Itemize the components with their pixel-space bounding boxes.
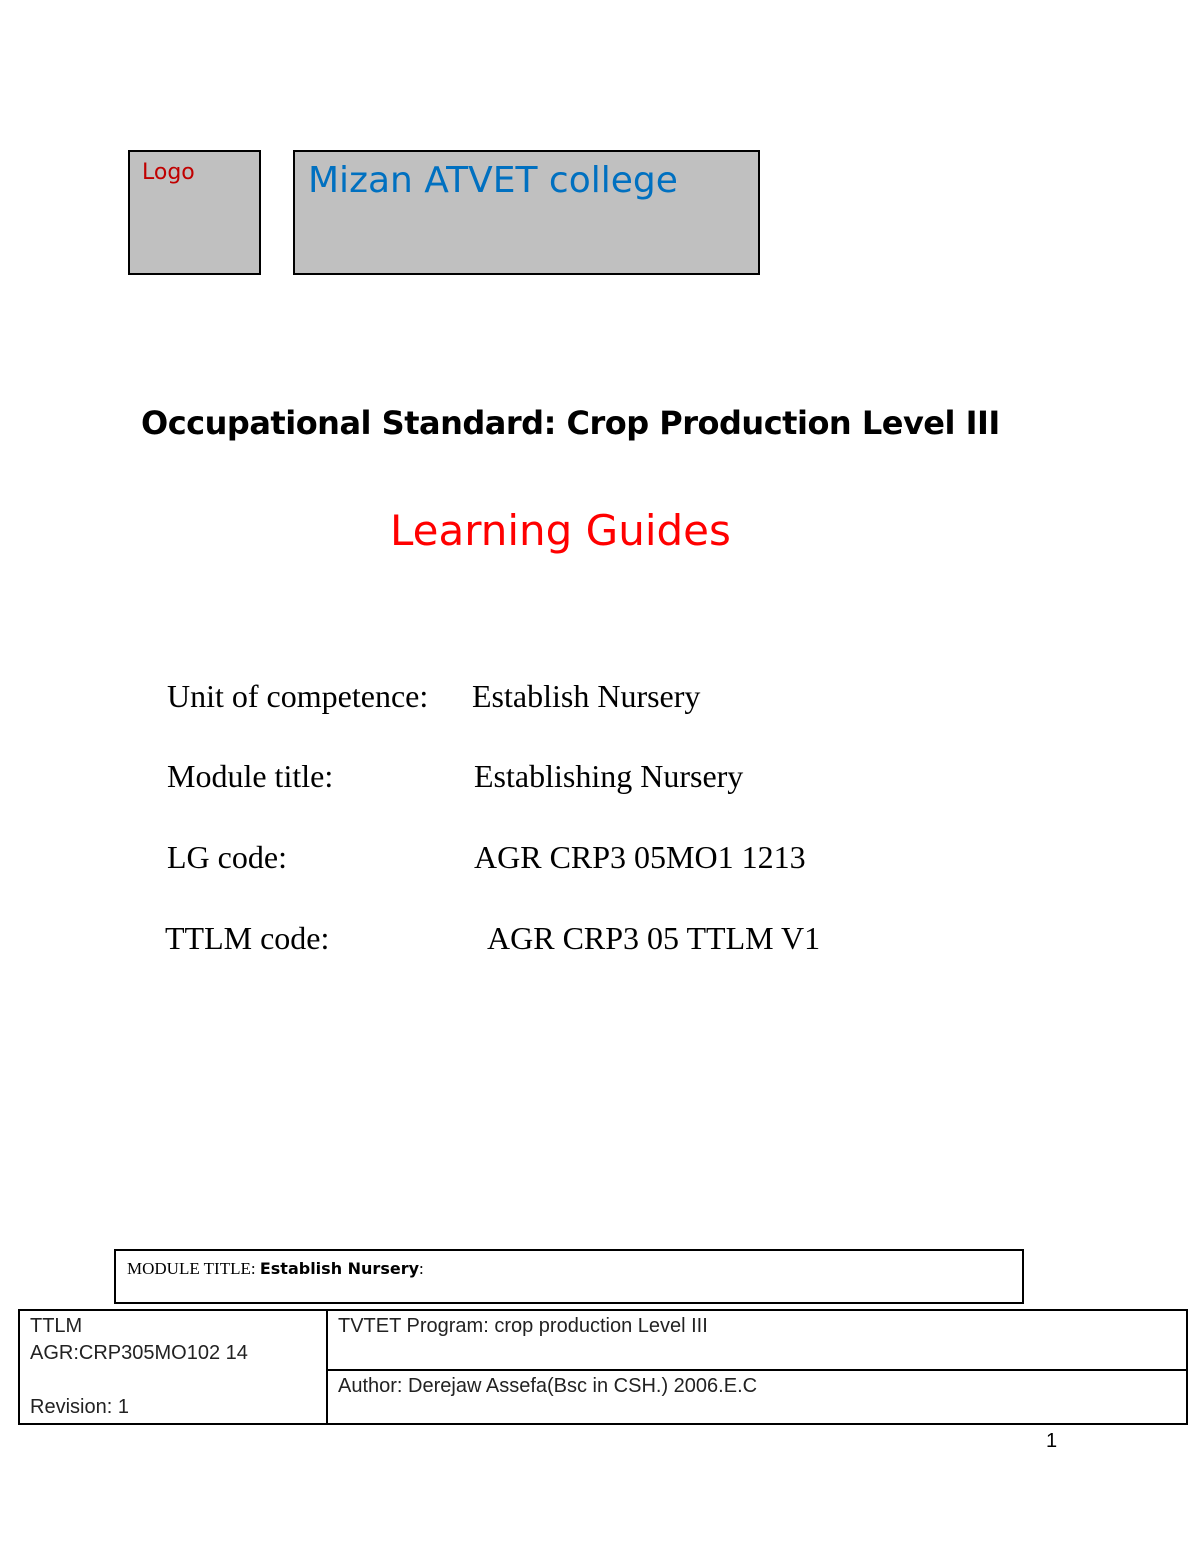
footer-revision: Revision: 1 (30, 1396, 129, 1418)
footer-ttlm-code: AGR:CRP305MO102 14 (30, 1342, 248, 1364)
footer-program-cell (328, 1311, 1186, 1371)
ttlm-code-label: TTLM code: (165, 920, 330, 956)
logo-placeholder (128, 150, 261, 275)
ttlm-code-value: AGR CRP3 05 TTLM V1 (487, 920, 821, 956)
module-title-line (127, 1259, 424, 1279)
module-title-name: Establish Nursery (259, 1259, 420, 1278)
lg-code-value: AGR CRP3 05MO1 1213 (474, 839, 806, 875)
module-title-label: Module title: (167, 758, 334, 794)
module-title-suffix: : (419, 1259, 424, 1278)
college-name-box (293, 150, 760, 275)
module-title-prefix: MODULE TITLE: (127, 1259, 260, 1278)
module-title-box (114, 1249, 1024, 1304)
college-name: Mizan ATVET college (308, 160, 678, 201)
unit-of-competence-label: Unit of competence: (167, 678, 429, 714)
unit-of-competence-value: Establish Nursery (472, 678, 701, 714)
footer-ttlm-label: TTLM (30, 1315, 83, 1337)
footer-ttlm-cell (20, 1311, 328, 1423)
occupational-standard-heading: Occupational Standard: Crop Production Level III (141, 404, 1000, 442)
footer-author-cell (328, 1369, 1186, 1423)
footer-author: Author: Derejaw Assefa(Bsc in CSH.) 2006.E.C (338, 1375, 758, 1397)
lg-code-label: LG code: (167, 839, 287, 875)
footer-program: TVTET Program: crop production Level III (338, 1315, 708, 1337)
page-number: 1 (1046, 1430, 1058, 1452)
module-title-value: Establishing Nursery (474, 758, 744, 794)
document-type-title: Learning Guides (390, 506, 731, 555)
footer-table (18, 1309, 1188, 1425)
logo-label: Logo (142, 160, 195, 185)
